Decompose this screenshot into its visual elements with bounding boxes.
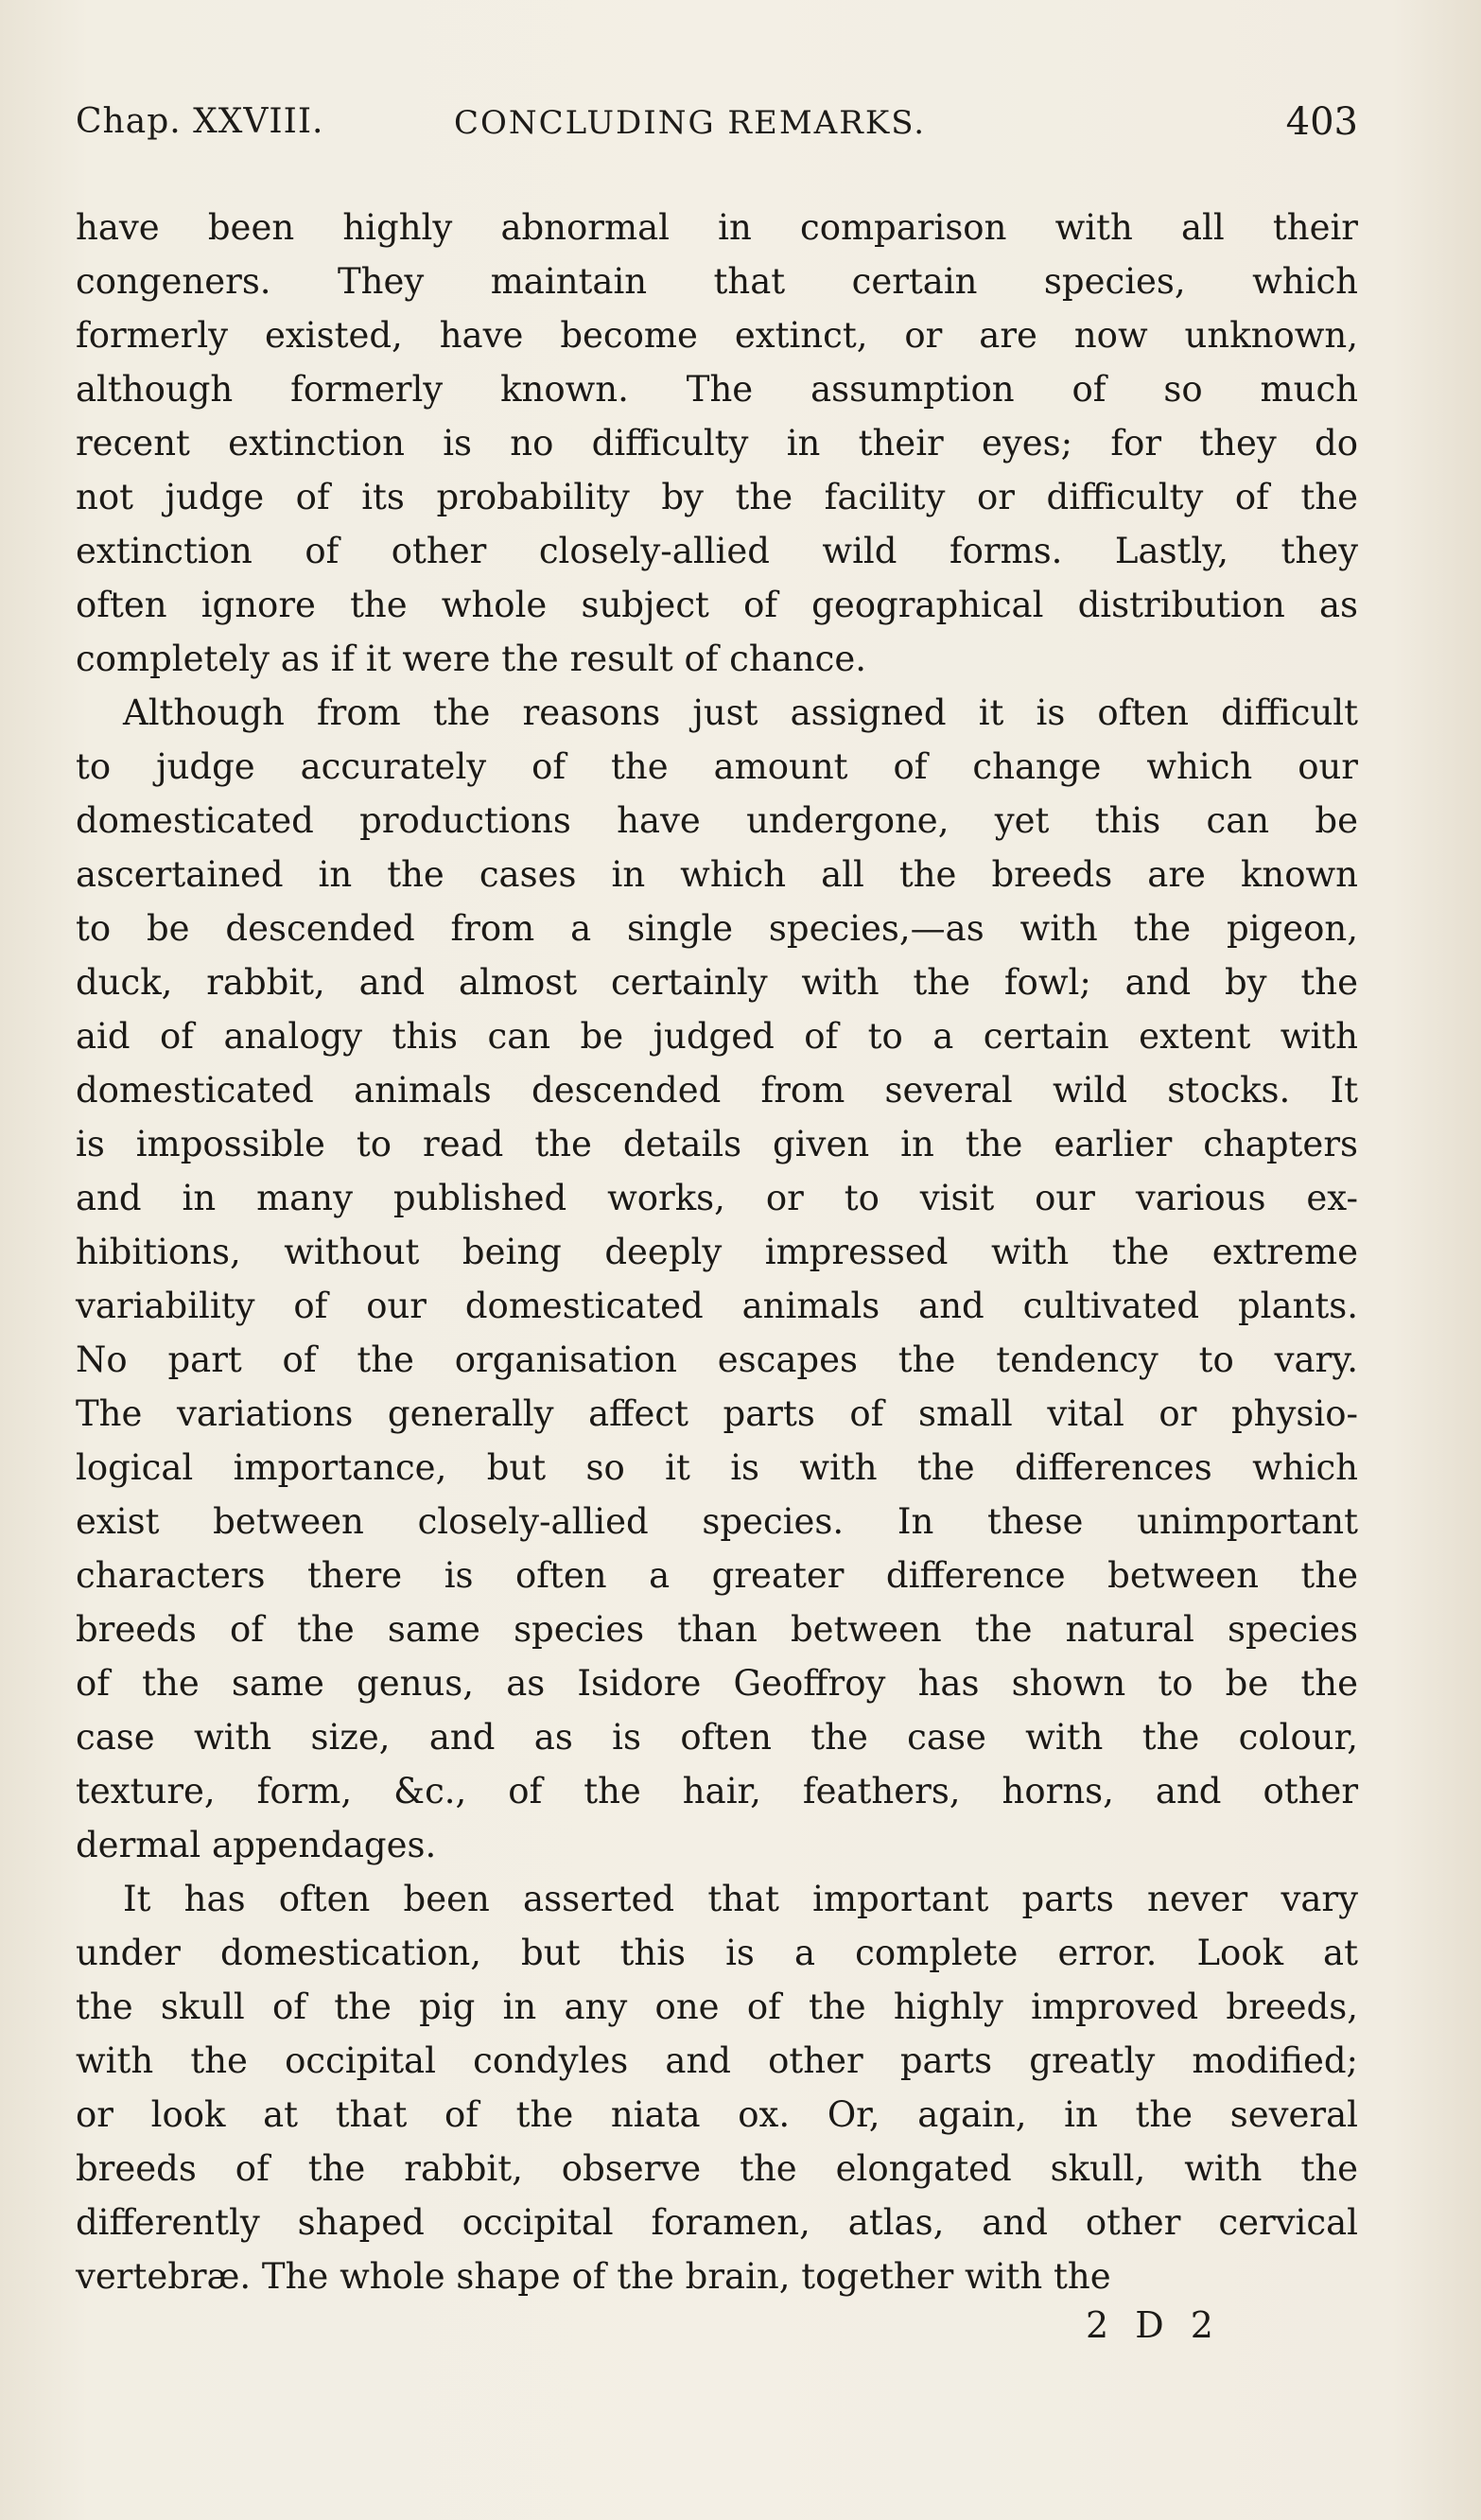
- text-line: have been highly abnormal in comparison with all their: [76, 207, 1358, 248]
- text-line: It has often been asserted that important parts never vary: [123, 1879, 1358, 1919]
- text-line: although formerly known. The assumption of so much: [76, 369, 1358, 410]
- signature-mark: 2 D 2: [1086, 2304, 1221, 2346]
- text-line: aid of analogy this can be judged of to a certain extent with: [76, 1016, 1358, 1057]
- text-line: logical importance, but so it is with the differences which: [76, 1447, 1358, 1488]
- text-line: breeds of the rabbit, observe the elongated skull, with the: [76, 2148, 1358, 2189]
- text-line: not judge of its probability by the facility or difficulty of the: [76, 477, 1358, 517]
- paragraph: [76, 1872, 1358, 2303]
- text-line: the skull of the pig in any one of the highly improved breeds,: [76, 1986, 1358, 2027]
- text-line: to judge accurately of the amount of change which our: [76, 746, 1358, 787]
- page-header: [76, 95, 1358, 161]
- text-line: under domestication, but this is a complete error. Look at: [76, 1933, 1358, 1973]
- text-line: duck, rabbit, and almost certainly with the fowl; and by the: [76, 962, 1358, 1003]
- text-line: is impossible to read the details given in the earlier chapters: [76, 1124, 1358, 1164]
- text-line: of the same genus, as Isidore Geoffroy has shown to be the: [76, 1663, 1358, 1704]
- text-line: breeds of the same species than between the natural species: [76, 1609, 1358, 1650]
- text-line: recent extinction is no difficulty in their eyes; for they do: [76, 423, 1358, 464]
- text-line: texture, form, &c., of the hair, feathers, horns, and other: [76, 1771, 1358, 1811]
- text-line: and in many published works, or to visit our various ex-: [76, 1178, 1358, 1218]
- running-title: CONCLUDING REMARKS.: [454, 104, 927, 142]
- text-line: to be descended from a single species,—as with the pigeon,: [76, 908, 1358, 949]
- text-line: hibitions, without being deeply impressed with the extreme: [76, 1232, 1358, 1272]
- paragraph: [76, 201, 1358, 686]
- text-line: often ignore the whole subject of geographical distribution as: [76, 585, 1358, 625]
- text-line: Although from the reasons just assigned it is often difficult: [123, 692, 1358, 733]
- text-line: No part of the organisation escapes the tendency to vary.: [76, 1339, 1358, 1380]
- text-line: domesticated productions have undergone, yet this can be: [76, 800, 1358, 841]
- text-line: The variations generally affect parts of small vital or physio-: [76, 1393, 1358, 1434]
- text-line: completely as if it were the result of chance.: [76, 639, 867, 679]
- text-line: with the occipital condyles and other parts greatly modified;: [76, 2040, 1358, 2081]
- text-line: characters there is often a greater difference between the: [76, 1555, 1358, 1596]
- text-line: differently shaped occipital foramen, atlas, and other cervical: [76, 2202, 1358, 2243]
- text-line: formerly existed, have become extinct, or are now unknown,: [76, 315, 1358, 356]
- text-line: variability of our domesticated animals and cultivated plants.: [76, 1286, 1358, 1326]
- chapter-label: Chap. XXVIII.: [76, 102, 324, 141]
- text-line: dermal appendages.: [76, 1825, 437, 1865]
- text-line: domesticated animals descended from several wild stocks. It: [76, 1070, 1358, 1111]
- text-line: or look at that of the niata ox. Or, again, in the several: [76, 2094, 1358, 2135]
- body-text: [76, 201, 1358, 2303]
- text-line: extinction of other closely-allied wild forms. Lastly, they: [76, 531, 1358, 571]
- page-number: 403: [1285, 100, 1358, 144]
- text-line: case with size, and as is often the case with the colour,: [76, 1717, 1358, 1758]
- text-line: congeners. They maintain that certain species, which: [76, 261, 1358, 302]
- paragraph: [76, 686, 1358, 1872]
- text-line: ascertained in the cases in which all the breeds are known: [76, 854, 1358, 895]
- text-line: exist between closely-allied species. In these unimportant: [76, 1501, 1358, 1542]
- text-line: vertebræ. The whole shape of the brain, together with the: [76, 2256, 1111, 2297]
